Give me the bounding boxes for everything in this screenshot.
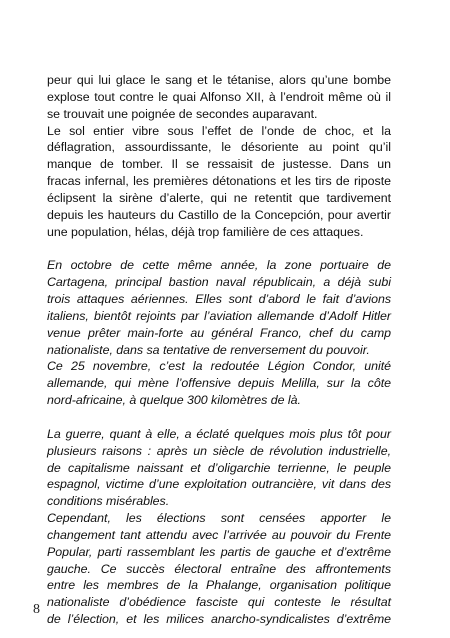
text-line: nationaliste, dans sa tentative de renversement du pouvoir. (47, 342, 370, 357)
italic-paragraph (47, 358, 391, 409)
page-body (47, 72, 391, 628)
text-line: changement tant attendu avec l’arrivée au pouvoir du Frente (47, 527, 391, 542)
text-line: venue prêter main-forte au général Franco, chef du camp (47, 325, 391, 340)
text-line: entre les membres de la Phalange, organisation politique (47, 578, 391, 593)
text-line: éclipsent la sirène d’alerte, qui ne retentit que tardivement (47, 190, 391, 205)
paragraph-gap (47, 409, 391, 426)
italic-paragraph (47, 257, 391, 358)
text-line: espagnol, victime d’une exploitation outrancière, vit dans des (47, 477, 391, 492)
text-line: Le sol entier vibre sous l’effet de l’onde de choc, et la (47, 123, 391, 138)
text-line: nord-africaine, à quelque 300 kilomètres de là. (47, 393, 301, 408)
text-line: peur qui lui glace le sang et le tétanise, alors qu’une bombe (47, 73, 391, 87)
text-line: En octobre de cette même année, la zone portuaire de (47, 258, 391, 273)
text-line: allemande, qui mène l’offensive depuis Melilla, sur la côte (47, 376, 391, 391)
text-line: Cependant, les élections sont censées apporter le (47, 511, 391, 526)
text-line: italiens, bientôt rejoints par l’aviation allemande d’Adolf Hitler (47, 308, 391, 323)
text-line: Ce 25 novembre, c’est la redoutée Légion Condor, unité (47, 359, 391, 374)
text-line: La guerre, quant à elle, a éclaté quelques mois plus tôt pour (47, 426, 391, 441)
text-line: manque de tomber. Il se ressaisit de justesse. Dans un (47, 157, 391, 172)
text-line: depuis les hauteurs du Castillo de la Concepción, pour avertir (47, 207, 391, 222)
paragraph-gap (47, 240, 391, 257)
text-line: explose tout contre le quai Alfonso XII, à l’endroit même où il (47, 89, 391, 104)
text-line: se trouvait une poignée de secondes auparavant. (47, 106, 318, 121)
text-line: Popular, parti rassemblant les partis de gauche et d’extrême (47, 544, 391, 559)
text-line: trois attaques aériennes. Elles sont d’abord le fait d’avions (47, 292, 391, 307)
text-line: de l’élection, et les milices anarcho-syndicalistes d’extrême (47, 612, 391, 627)
text-line: conditions misérables. (47, 494, 170, 509)
text-line: de capitalisme naissant et d’oligarchie terrienne, le peuple (47, 460, 391, 475)
text-line: fracas infernal, les premières détonations et les tirs de riposte (47, 174, 391, 189)
text-line: déflagration, assourdissante, le désoriente au point qu’il (47, 140, 391, 155)
text-line: une population, hélas, déjà trop familière de ces attaques. (47, 224, 364, 239)
text-line: Cartagena, principal bastion naval républicain, a déjà subi (47, 275, 391, 290)
paragraph (47, 123, 391, 241)
italic-paragraph (47, 426, 391, 510)
paragraph (47, 72, 391, 123)
text-line: nationaliste d’obédience fasciste qui conteste le résultat (47, 595, 391, 610)
italic-paragraph (47, 510, 391, 628)
text-line: plusieurs raisons : après un siècle de révolution industrielle, (47, 443, 391, 458)
text-line: gauche. Ce succès électoral entraîne des affrontements (47, 561, 391, 576)
page-number: 8 (33, 602, 40, 617)
